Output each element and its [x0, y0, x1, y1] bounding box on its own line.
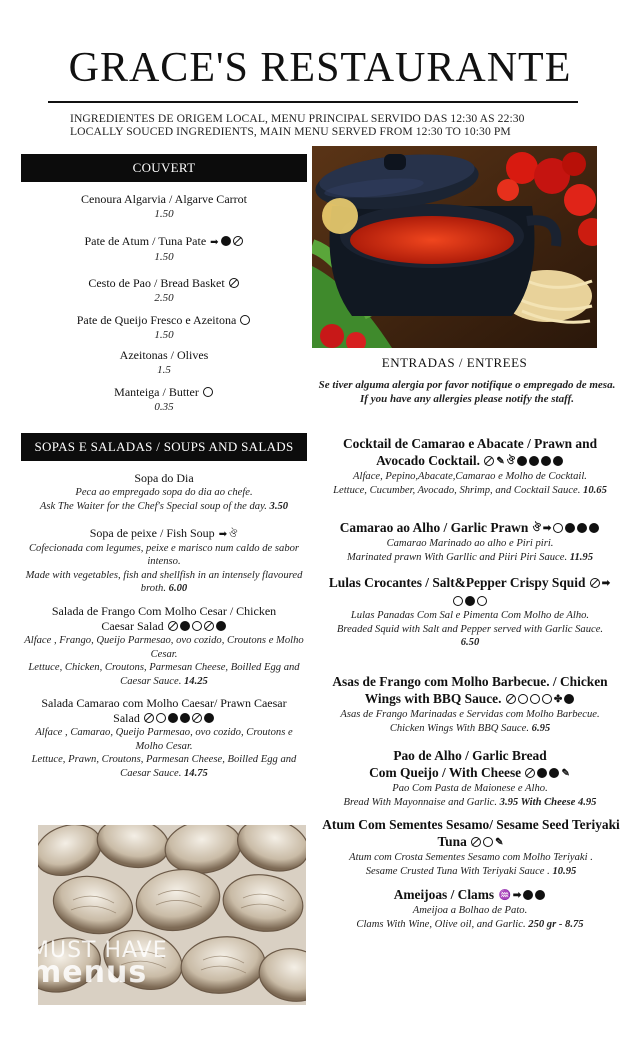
item-name: Pate de Atum / Tuna Pate	[84, 234, 207, 248]
title-divider	[48, 101, 578, 103]
egg-icon	[565, 523, 575, 533]
item-desc-pt: Lulas Panadas Com Sal e Pimenta Com Molho de Alho.	[350, 610, 590, 622]
milk-icon	[518, 694, 528, 704]
item-price: 11.95	[569, 551, 594, 563]
item-desc-en: Marinated prawn With Garllic and Piiri Piri Sauce.	[346, 551, 568, 563]
mustard-icon	[577, 523, 587, 533]
subtitle-en: LOCALLY SOUCED INGREDIENTS, MAIN MENU SERVED FROM 12:30 TO 10:30 PM	[70, 125, 511, 138]
gluten-icon	[233, 236, 243, 246]
menu-item	[21, 385, 307, 414]
mustard-icon	[530, 694, 540, 704]
item-name-line1: Pao de Alho / Garlic Bread	[393, 748, 547, 763]
item-name-line1: Asas de Frango com Molho Barbecue. / Chicken	[332, 674, 608, 689]
item-price: 10.65	[583, 484, 607, 496]
celery-icon: ✎	[496, 456, 505, 468]
item-name: Manteiga / Butter	[114, 385, 199, 399]
item-name-line2: Caesar Salad	[101, 619, 164, 633]
item-name-line2: Tuna	[437, 834, 467, 849]
milk-icon	[549, 768, 559, 778]
item-price: 14.75	[184, 767, 208, 779]
item-price: 250 gr - 8.75	[528, 918, 584, 930]
soy-icon	[553, 456, 563, 466]
allergy-en: If you have any allergies please notify the staff.	[360, 392, 574, 405]
fish-icon: ➡	[218, 528, 228, 540]
item-name-line1: Cocktail de Camarao e Abacate / Prawn and	[342, 436, 598, 451]
mustard-icon	[192, 713, 202, 723]
lupin-icon: ✤	[553, 694, 563, 706]
soups-header: SOPAS E SALADAS / SOUPS AND SALADS	[21, 433, 307, 461]
gluten-icon	[144, 713, 154, 723]
item-desc-en: Lettuce, Chicken, Croutons, Parmesan Cheese, Boilled Egg and Caesar Sauce.	[28, 662, 300, 687]
item-desc-en: Breaded Squid with Salt and Pepper served with Garlic Sauce.	[336, 623, 604, 635]
celery-icon	[216, 621, 226, 631]
milk-icon	[203, 387, 213, 397]
mustard-icon	[529, 456, 539, 466]
menu-item	[21, 313, 307, 342]
crustacean-icon	[156, 713, 166, 723]
restaurant-title: GRACE'S RESTAURANTE	[68, 45, 572, 91]
egg-icon	[180, 621, 190, 631]
egg-icon	[517, 456, 527, 466]
menu-item	[315, 435, 625, 497]
item-name: Camarao ao Alho / Garlic Prawn	[339, 520, 529, 535]
gluten-icon	[525, 768, 535, 778]
menu-item	[315, 747, 625, 809]
item-desc-en: Chicken Wings With BBQ Sauce.	[389, 722, 529, 734]
item-desc-pt: Alface , Camarao, Queijo Parmesao, ovo cozido, Croutons e Molho Cesar.	[35, 727, 293, 752]
item-desc-pt: Ameijoa a Bolhao de Pato.	[412, 905, 528, 917]
watermark-line1: MUST HAVE	[30, 938, 168, 963]
menu-item	[21, 696, 307, 780]
item-price: 3.95 With Cheese 4.95	[499, 796, 597, 808]
item-name: Pate de Queijo Fresco e Azeitona	[76, 313, 237, 327]
casserole-pot-photo	[312, 146, 597, 348]
celery-icon: ✎	[561, 768, 570, 780]
item-price: 6.95	[531, 722, 551, 734]
item-price: 14.25	[184, 675, 208, 687]
menu-item	[21, 471, 307, 513]
pot-illustration	[312, 146, 597, 348]
item-name: Cesto de Pao / Bread Basket	[88, 276, 225, 290]
item-price: 1.50	[154, 250, 174, 263]
crustacean-icon	[453, 596, 463, 606]
item-desc-pt: Alface, Pepino,Abacate,Camarao e Molho de Cocktail.	[353, 471, 587, 483]
celery-icon: ✎	[495, 837, 504, 849]
menu-item	[21, 192, 307, 221]
item-desc-en: Sesame Crusted Tuna With Teriyaki Sauce .	[365, 865, 550, 877]
menu-item	[315, 886, 625, 931]
gluten-icon	[484, 456, 494, 466]
item-name-line2: Wings with BBQ Sauce.	[364, 691, 502, 706]
item-desc-pt: Atum com Crosta Sementes Sesamo com Molho Teriyaki .	[349, 852, 593, 864]
item-name: Sopa de peixe / Fish Soup	[89, 526, 215, 540]
item-desc-en: Ask The Waiter for the Chef's Special soup of the day.	[39, 500, 267, 512]
egg-icon	[465, 596, 475, 606]
item-price: 2.50	[154, 292, 174, 304]
mollusc-icon: ♒	[498, 890, 511, 902]
item-price: 6.50	[460, 637, 480, 649]
menu-item	[312, 574, 628, 650]
item-desc-en: Bread With Mayonnaise and Garlic.	[343, 796, 497, 808]
menu-item	[21, 276, 307, 305]
item-name: Sopa do Dia	[134, 471, 194, 485]
item-desc-pt: Cofecionada com legumes, peixe e marisco num caldo de sabor intenso.	[28, 542, 300, 568]
gluten-icon	[506, 694, 516, 704]
item-desc-en: Lettuce, Cucumber, Avocado, Shrimp, and Cocktail Sauce.	[333, 484, 581, 496]
item-price: 3.50	[269, 500, 289, 512]
fish-icon	[483, 837, 493, 847]
soy-icon	[564, 694, 574, 704]
entradas-title: ENTRADAS / ENTREES	[381, 355, 528, 370]
milk-icon	[192, 621, 202, 631]
celery-icon	[542, 694, 552, 704]
allergen-icon	[221, 236, 231, 246]
menu-item	[21, 234, 307, 264]
shellfish-icon: ঔ	[532, 523, 541, 535]
item-price: 1.50	[154, 329, 174, 341]
item-price: 1.50	[154, 208, 174, 220]
egg-icon	[537, 768, 547, 778]
item-price: 1.5	[157, 364, 171, 376]
allergy-notice	[312, 379, 622, 406]
gluten-icon	[168, 621, 178, 631]
menu-item	[315, 673, 625, 735]
fish-icon: ➡	[512, 890, 522, 902]
entradas-header	[312, 355, 597, 370]
milk-icon	[523, 890, 533, 900]
fish-icon: ➡	[601, 578, 611, 590]
item-desc-en: Clams With Wine, Olive oil, and Garlic.	[356, 918, 526, 930]
item-name-line1: Salada Camarao com Molho Caesar/ Prawn Caesar	[41, 696, 287, 710]
fish-icon: ➡	[210, 236, 219, 248]
sesame-icon	[541, 456, 551, 466]
item-name: Cenoura Algarvia / Algarve Carrot	[81, 192, 247, 206]
sulphite-icon	[535, 890, 545, 900]
shellfish-icon: ঔ	[229, 528, 238, 540]
allergy-pt: Se tiver alguma alergia por favor notifique o empregado de mesa.	[318, 379, 616, 391]
item-desc-en: Lettuce, Prawn, Croutons, Parmesan Cheese, Boilled Egg and Caesar Sauce.	[31, 754, 297, 779]
mustard-icon	[204, 621, 214, 631]
item-name-line1: Salada de Frango Com Molho Cesar / Chicken	[51, 604, 277, 618]
item-price: 6.00	[168, 583, 188, 595]
item-desc-pt: Peca ao empregado sopa do dia ao chefe.	[75, 487, 253, 498]
item-name: Ameijoas / Clams	[393, 887, 495, 902]
couvert-header: COUVERT	[21, 154, 307, 182]
menu-item	[312, 816, 630, 878]
milk-icon	[240, 315, 250, 325]
item-desc-pt: Alface , Frango, Queijo Parmesao, ovo cozido, Croutons e Molho Cesar.	[24, 635, 304, 660]
gluten-icon	[229, 278, 239, 288]
gluten-icon	[471, 837, 481, 847]
item-desc-en: Made with vegetables, fish and shellfish in an intensely flavoured broth.	[25, 569, 303, 595]
shellfish-icon: ঔ	[506, 456, 515, 468]
subtitle-pt: INGREDIENTES DE ORIGEM LOCAL, MENU PRINCIPAL SERVIDO DAS 12:30 AS 22:30	[70, 112, 525, 125]
item-price: 10.95	[552, 865, 577, 877]
menu-item	[315, 519, 625, 564]
egg-icon	[168, 713, 178, 723]
menu-item	[21, 526, 307, 596]
item-name: Lulas Crocantes / Salt&Pepper Crispy Squid	[328, 575, 586, 590]
milk-icon	[553, 523, 563, 533]
item-name-line2: Avocado Cocktail.	[376, 453, 480, 468]
gluten-icon	[590, 578, 600, 588]
mollusc-icon	[477, 596, 487, 606]
item-desc-pt: Camarao Marinado ao alho e Piri piri.	[386, 538, 554, 550]
watermark-line2: menus	[30, 955, 148, 990]
item-name: Azeitonas / Olives	[119, 348, 209, 362]
item-desc-pt: Asas de Frango Marinadas e Servidas com Molho Barbecue.	[340, 709, 600, 721]
item-desc-pt: Pao Com Pasta de Maionese e Alho.	[392, 783, 548, 795]
celery-icon	[204, 713, 214, 723]
watermark	[30, 938, 168, 990]
item-name-line1: Atum Com Sementes Sesamo/ Sesame Seed Teriyaki	[322, 817, 620, 832]
menu-item	[21, 348, 307, 377]
menu-item	[21, 604, 307, 688]
item-name-line2: Com Queijo / With Cheese	[369, 765, 522, 780]
fish-icon: ➡	[542, 523, 552, 535]
milk-icon	[180, 713, 190, 723]
celery-icon	[589, 523, 599, 533]
item-name-line2: Salad	[113, 711, 140, 725]
item-price: 0.35	[154, 401, 174, 413]
